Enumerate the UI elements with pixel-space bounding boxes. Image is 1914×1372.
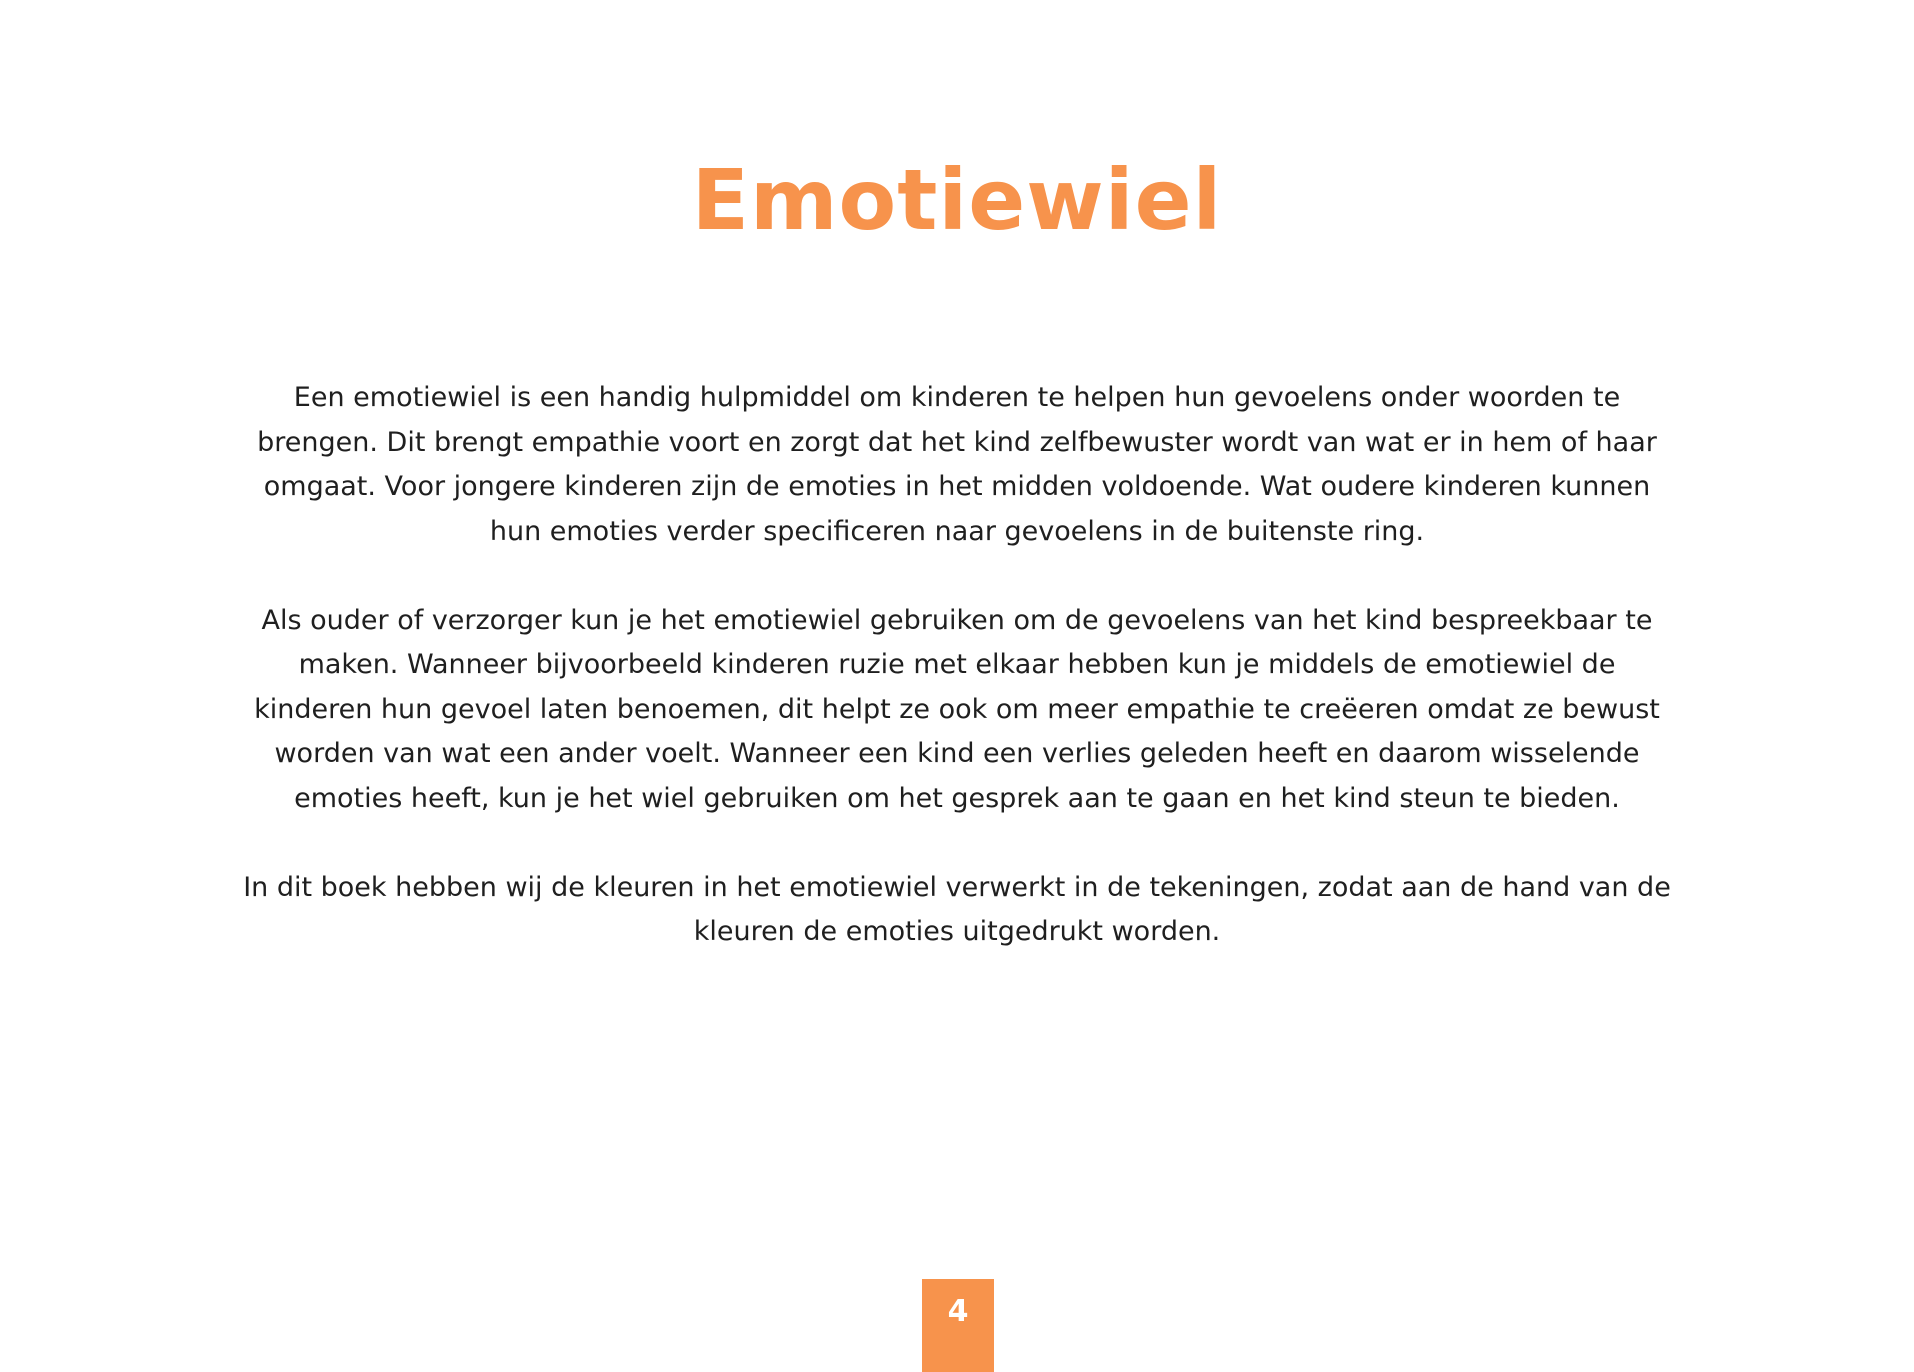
paragraph-intro: Een emotiewiel is een handig hulpmiddel om kinderen te helpen hun gevoelens onder woorden te brengen. Dit brengt empathie voort en zorgt dat het kind zelfbewuster wordt van wat er in hem of haar omgaat. Voor jongere kinderen zijn de emoties in het midden voldoende. Wat oudere kinderen kunnen hun emoties verder specificeren naar gevoelens in de buitenste ring. [257,382,1657,547]
page-title: Emotiewiel [691,151,1223,249]
page-number: 4 [947,1294,969,1329]
page-number-badge [922,1279,994,1372]
paragraph-book-colors: In dit boek hebben wij de kleuren in het emotiewiel verwerkt in de tekeningen, zodat aan de hand van de kleuren de emoties uitgedrukt worden. [243,871,1671,947]
body-text [240,376,1674,955]
paragraph-usage: Als ouder of verzorger kun je het emotiewiel gebruiken om de gevoelens van het kind bespreekbaar te maken. Wanneer bijvoorbeeld kinderen ruzie met elkaar hebben kun je middels de emotiewiel de kinderen hun gevoel laten benoemen, dit helpt ze ook om meer empathie te creëeren omdat ze bewust worden van wat een ander voelt. Wanneer een kind een verlies geleden heeft en daarom wisselende emoties heeft, kun je het wiel gebruiken om het gesprek aan te gaan en het kind steun te bieden. [254,604,1660,814]
